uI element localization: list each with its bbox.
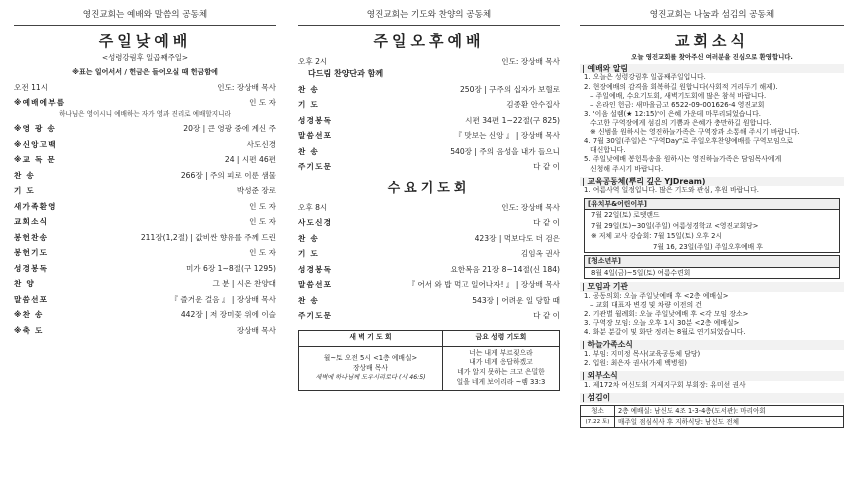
order-value: 540장 | 주의 음성을 내가 들으니 bbox=[450, 146, 560, 156]
order-label: ※교 독 문 bbox=[14, 155, 56, 165]
order-row bbox=[14, 323, 276, 339]
children-schedule-box bbox=[584, 198, 840, 254]
order-row bbox=[298, 231, 560, 247]
service-title: 주일오후예배 bbox=[373, 32, 485, 50]
table-cell: 2층 예배실: 남신도 4조 1-3-4층(도서관): 마리아회 bbox=[615, 406, 844, 417]
order-label: 교회소식 bbox=[14, 217, 49, 227]
news-item: 4. 화분 분갈이 및 화단 정리는 8월로 연기되었습니다. bbox=[584, 328, 746, 337]
section-heading: | 외부소식 bbox=[580, 371, 844, 381]
friday-prayer-line: 너는 내게 부르짖으라 bbox=[469, 348, 533, 357]
order-value: 그 분 | 시온 찬양대 bbox=[212, 279, 276, 289]
order-row bbox=[14, 183, 276, 199]
table-row bbox=[581, 406, 844, 417]
order-value: 『 어서 와 밥 먹고 일어나자! 』 | 장상배 목사 bbox=[407, 280, 560, 289]
order-value: 미가 6장 1~8절(구 1295) bbox=[185, 263, 276, 273]
box-line: 7월 22일(토) 로뎃랜드 bbox=[591, 211, 660, 220]
order-label: 성경봉독 bbox=[14, 263, 49, 273]
news-item: – 온라인 헌금: 새마을금고 6522-09-001626-4 영진교회 bbox=[590, 100, 765, 109]
service-time-row bbox=[298, 201, 560, 215]
order-label: ※축 도 bbox=[14, 325, 44, 335]
friday-prayer-line: 내가 네게 응답하겠고 bbox=[469, 358, 533, 367]
order-label: ※영 광 송 bbox=[14, 124, 56, 134]
order-value: 다 같 이 bbox=[533, 162, 560, 172]
order-value: 250장 | 구주의 십자가 보혈로 bbox=[459, 84, 560, 94]
order-label: ※찬 송 bbox=[14, 310, 44, 320]
order-row bbox=[14, 121, 276, 137]
section-heading: | 모임과 기관 bbox=[580, 282, 844, 292]
order-label: 기 도 bbox=[14, 186, 35, 196]
friday-prayer-line: 일을 네게 보이리라 ~렘 33:3 bbox=[456, 378, 546, 387]
order-value: 543장 | 어려운 일 당할 때 bbox=[472, 295, 560, 305]
order-value: 20장 | 큰 영광 중에 계신 주 bbox=[183, 124, 276, 134]
order-label: 새가족환영 bbox=[14, 201, 57, 211]
order-label: 성경봉독 bbox=[298, 264, 333, 274]
order-value: 442장 | 저 장미꽃 위에 이슬 bbox=[180, 310, 276, 320]
friday-prayer-line: 네가 알지 못하는 크고 은밀한 bbox=[457, 368, 545, 377]
order-label: 찬 송 bbox=[298, 146, 319, 156]
order-value: 사도신경 bbox=[246, 139, 276, 149]
service-time: 오전 11시 bbox=[14, 83, 49, 92]
order-label: 기 도 bbox=[298, 249, 319, 258]
dawn-prayer-heading: 새 벽 기 도 회 bbox=[299, 330, 443, 346]
order-label: 주기도문 bbox=[298, 311, 333, 320]
section-heading: | 교육공동체(뿌리 깊은 YJDream) bbox=[580, 177, 844, 187]
dawn-prayer-line: 장상배 목사 bbox=[352, 363, 388, 372]
order-row bbox=[14, 261, 276, 277]
dawn-prayer-line: 월~토 오전 5시 <1층 예배실> bbox=[323, 353, 418, 362]
order-label: 말씀선포 bbox=[14, 294, 49, 304]
news-item: 수고한 구역장에게 섬김의 기쁨과 은혜가 충만하길 원합니다. bbox=[590, 119, 772, 128]
service-leader: 인도: 장상배 목사 bbox=[501, 203, 560, 213]
news-item: 1. 공동의회: 오늘 주일낮예배 후 <2층 예배실> bbox=[584, 291, 729, 300]
service-title: 주일낮예배 bbox=[98, 32, 192, 50]
prayer-meetings-table bbox=[298, 330, 560, 391]
order-row bbox=[298, 128, 560, 144]
order-row bbox=[298, 262, 560, 278]
order-value: 인 도 자 bbox=[249, 248, 276, 258]
news-item: 4. 7월 30일(주일)은 "구역Day"로 주일오후찬양예배를 구역모임으로 bbox=[584, 137, 794, 146]
cleaning-table bbox=[580, 405, 844, 428]
order-value: 인 도 자 bbox=[249, 97, 276, 107]
order-label: 사도신경 bbox=[298, 218, 333, 227]
news-item: 대신합니다. bbox=[590, 146, 626, 155]
order-label: 성경봉독 bbox=[298, 115, 333, 125]
table-cell: 매주일 점심식사 후 지하식당: 남신도 전체 bbox=[615, 417, 844, 428]
table-cell: 청소 bbox=[581, 406, 615, 417]
box-heading: [청소년부] bbox=[585, 256, 839, 268]
order-label: 봉헌기도 bbox=[14, 248, 49, 258]
news-item: 1. 여름사역 일정입니다. 많은 기도와 관심, 후원 바랍니다. bbox=[584, 186, 759, 195]
prayer-panel bbox=[298, 0, 560, 481]
order-row bbox=[298, 144, 560, 160]
order-row bbox=[14, 168, 276, 184]
order-label: 말씀선포 bbox=[298, 131, 333, 141]
order-row bbox=[298, 113, 560, 129]
wednesday-title: 수요기도회 bbox=[387, 180, 471, 196]
order-label: 찬 송 bbox=[298, 295, 319, 305]
order-row bbox=[14, 95, 276, 111]
order-label: 봉헌찬송 bbox=[14, 232, 49, 242]
order-row bbox=[298, 293, 560, 309]
order-value: 266장 | 주의 피로 이룬 샘물 bbox=[180, 170, 276, 180]
news-item: – 주일예배, 수요기도회, 새벽기도회에 많은 참석 바랍니다. bbox=[590, 91, 767, 100]
order-row bbox=[14, 137, 276, 153]
order-value: 김임옥 권사 bbox=[520, 249, 560, 258]
service-time-row bbox=[14, 81, 276, 95]
dawn-prayer-cell bbox=[299, 346, 443, 390]
order-row bbox=[14, 307, 276, 323]
order-row bbox=[14, 276, 276, 292]
service-time: 오후 2시 bbox=[298, 57, 328, 66]
news-item: 2. 입원: 최은자 권사(가제 백병원) bbox=[584, 359, 687, 368]
box-line: 7월 29일(토)~30일(주일) 여름성경학교 <영진교회당> bbox=[591, 221, 759, 230]
order-row bbox=[14, 230, 276, 246]
order-row bbox=[298, 215, 560, 231]
news-item: 1. 제172차 여신도회 거제지구회 부회장: 유미선 권사 bbox=[584, 381, 746, 390]
order-value: 다 같 이 bbox=[533, 311, 560, 320]
panel-header: 영진교회는 예배와 말씀의 공동체 bbox=[14, 0, 276, 26]
order-label: 주기도문 bbox=[298, 162, 333, 172]
order-value: 박성준 장로 bbox=[236, 186, 276, 196]
news-item: – 교회 대표자 변경 및 차량 이전의 건 bbox=[590, 301, 702, 310]
order-label: 말씀선포 bbox=[298, 280, 333, 289]
panel-header: 영진교회는 나눔과 섬김의 공동체 bbox=[580, 0, 844, 26]
welcome-text: 오늘 영진교회를 찾아주신 여러분을 진심으로 환영합니다. bbox=[631, 52, 793, 61]
news-item: 5. 주일낮예배 봉헌특송을 원하시는 영진하늘가족은 담임목사에게 bbox=[584, 155, 782, 164]
order-row bbox=[298, 308, 560, 324]
order-row bbox=[298, 277, 560, 293]
service-note: ※표는 일어서서 / 헌금은 들어오실 때 헌금함에 bbox=[72, 68, 218, 76]
box-line: 7월 16, 23일(주일) 주일오후예배 후 bbox=[653, 242, 763, 251]
news-item: 2. 기관별 월례회: 오늘 주일낮예배 후 <각 모임 장소> bbox=[584, 310, 749, 319]
order-value: 김종환 안수집사 bbox=[506, 100, 560, 110]
box-line: ※ 저체 교사 강습회: 7월 15일(토) 오후 2시 bbox=[591, 232, 723, 241]
order-value: 인 도 자 bbox=[249, 201, 276, 211]
order-label: 찬 송 bbox=[14, 170, 35, 180]
news-item: 신청해 주시기 바랍니다. bbox=[590, 164, 664, 173]
news-item: 2. 현장예배의 감격을 회복하길 원합니다(사회적 거리두기 해제). bbox=[584, 82, 778, 91]
panel-header: 영진교회는 기도와 찬양의 공동체 bbox=[298, 0, 560, 26]
order-value: 423장 | 먹보다도 더 검은 bbox=[474, 233, 560, 243]
section-heading: | 예배와 알림 bbox=[580, 64, 844, 74]
order-row bbox=[298, 159, 560, 175]
order-label: 기 도 bbox=[298, 100, 319, 110]
order-value: 다 같 이 bbox=[533, 218, 560, 227]
friday-prayer-cell bbox=[442, 346, 559, 390]
order-row bbox=[14, 214, 276, 230]
news-item: 1. 부임: 지미정 목사(교육공동체 담당) bbox=[584, 350, 701, 359]
box-line: 8월 4일(금)~5일(토) 여름수련회 bbox=[591, 268, 691, 277]
news-item: 3. 구역장 모임: 오늘 오후 1시 30분 <2층 예배실> bbox=[584, 319, 740, 328]
order-label: ※신앙고백 bbox=[14, 139, 57, 149]
box-heading: [유치부&어린이부] bbox=[585, 199, 839, 211]
order-label: 찬 송 bbox=[298, 233, 319, 243]
order-row bbox=[14, 152, 276, 168]
news-panel bbox=[580, 0, 844, 481]
order-value: 『 맛보는 신앙 』 | 장상배 목사 bbox=[454, 131, 560, 141]
section-heading: | 하늘가족소식 bbox=[580, 340, 844, 350]
order-value: 장상배 목사 bbox=[236, 325, 276, 335]
order-row bbox=[14, 245, 276, 261]
news-item: 3. '이음 설렘(★ 12:15)'이 은혜 가운데 마무리되었습니다. bbox=[584, 109, 761, 118]
order-label: 찬 송 bbox=[298, 84, 319, 94]
order-value: 시편 34편 1~22절(구 825) bbox=[465, 115, 560, 125]
service-subtitle: <성령강림후 일곱째주일> bbox=[101, 52, 189, 62]
dawn-prayer-verse: 새벽에 하나님께 도우시리로다 (시 46:5) bbox=[315, 373, 426, 381]
order-value: 24 | 시편 46편 bbox=[224, 155, 276, 165]
order-label: ※예배에부름 bbox=[14, 97, 66, 107]
order-row bbox=[298, 246, 560, 262]
order-row bbox=[298, 82, 560, 98]
order-value: 인 도 자 bbox=[249, 217, 276, 227]
order-row bbox=[298, 97, 560, 113]
order-label: 찬 양 bbox=[14, 279, 35, 289]
service-time: 오후 8시 bbox=[298, 203, 328, 213]
friday-prayer-heading: 금요 성령 기도회 bbox=[442, 330, 559, 346]
service-leader: 인도: 장상배 목사 bbox=[217, 83, 276, 92]
news-item: 1. 오늘은 성령강림후 일곱째주일입니다. bbox=[584, 73, 706, 82]
order-row bbox=[14, 292, 276, 308]
order-row bbox=[14, 199, 276, 215]
table-cell: (7.22 토) bbox=[581, 417, 615, 428]
worship-panel bbox=[14, 0, 276, 481]
service-leader: 인도: 장상배 목사 bbox=[501, 57, 560, 66]
praise-team: 다드림 찬양단과 함께 bbox=[308, 68, 384, 78]
order-value: 요한복음 21장 8~14절(신 184) bbox=[450, 264, 560, 274]
service-time-row bbox=[298, 55, 560, 69]
call-to-worship-verse: 하나님은 영이시니 예배하는 자가 영과 진리로 예배할지니라 bbox=[59, 110, 231, 119]
youth-schedule-box bbox=[584, 255, 840, 279]
section-heading: | 섬김이 bbox=[580, 393, 844, 403]
order-value: 『 즐거운 걸음 』 | 장상배 목사 bbox=[170, 294, 276, 304]
order-value: 211장(1,2절) | 값비싼 향유를 주께 드린 bbox=[140, 232, 276, 242]
news-title: 교회소식 bbox=[675, 32, 749, 50]
news-item: ※ 신범을 원하시는 영진하늘가족은 구역장과 소통해 주시기 바랍니다. bbox=[590, 128, 800, 137]
table-row bbox=[581, 417, 844, 428]
